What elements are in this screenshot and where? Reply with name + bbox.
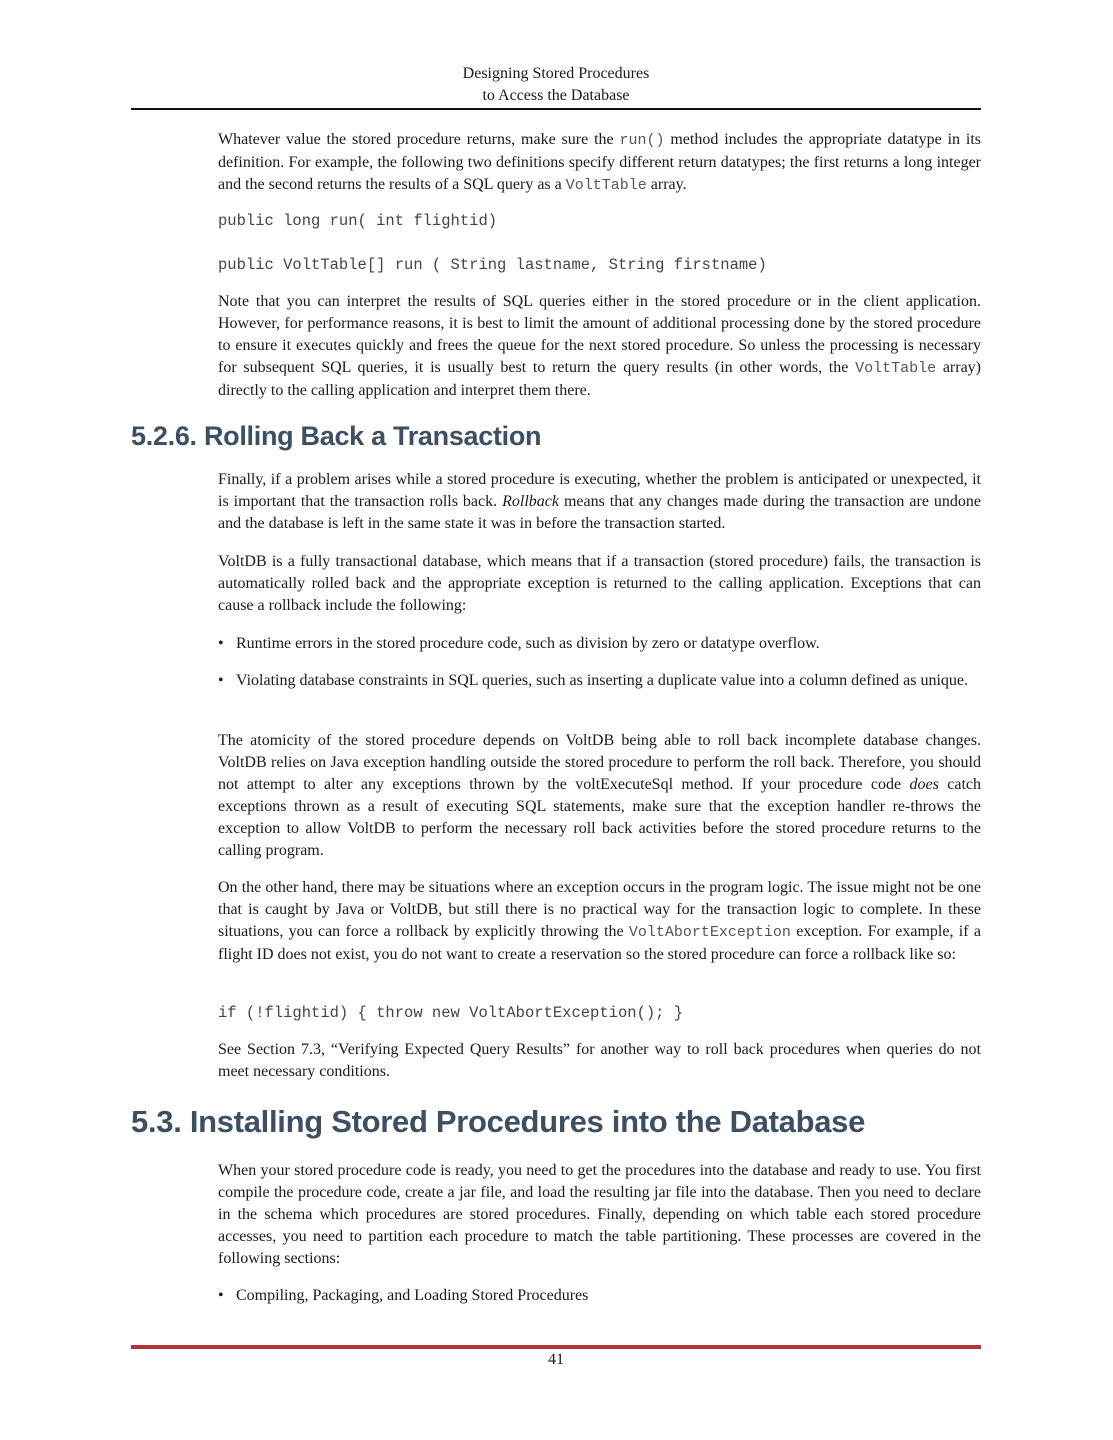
paragraph: See Section 7.3, “Verifying Expected Query Results” for another way to roll back procedures when queries do not meet necessary conditions. (218, 1041, 981, 1080)
paragraph: Whatever value the stored procedure returns, make sure the run() method includes the appropriate datatype in its definition. For example, the following two definitions specify different return datatypes; the first returns a long integer and the second returns the results of a SQL query as a VoltTable array. (218, 131, 982, 194)
code-line: if (!flightid) { throw new VoltAbortException(); } (218, 1004, 684, 1022)
paragraph: Note that you can interpret the results of SQL queries either in the stored procedure or in the client application. However, for performance reasons, it is best to limit the amount of additional processing done by the stored procedure to ensure it executes quickly and frees the queue for the next stored procedure. So unless the processing is necessary for subsequent SQL queries, it is usually best to return the query results (in other words, the VoltTable array) directly to the calling application and interpret them there. (218, 293, 981, 399)
page-number: 41 (548, 1351, 564, 1368)
list-item: • Runtime errors in the stored procedure code, such as division by zero or datatype overflow. (218, 635, 820, 652)
section-heading-5-3: 5.3. Installing Stored Procedures into the Database (131, 1104, 866, 1139)
paragraph: VoltDB is a fully transactional database, which means that if a transaction (stored procedure) fails, the transaction is automatically rolled back and the appropriate exception is returned to the calling application. Exceptions that can cause a rollback include the following: (218, 553, 981, 614)
code-line: public VoltTable[] run ( String lastname, String firstname) (218, 256, 767, 274)
paragraph: Finally, if a problem arises while a stored procedure is executing, whether the problem is anticipated or unexpected, it is important that the transaction rolls back. Rollback means that any changes made during the transaction are undone and the database is left in the same state it was in before the transaction started. (218, 471, 982, 532)
header-rule (131, 108, 981, 110)
list-item: • Compiling, Packaging, and Loading Stored Procedures (218, 1287, 589, 1304)
paragraph: When your stored procedure code is ready, you need to get the procedures into the database and ready to use. You first compile the procedure code, create a jar file, and load the resulting jar file into the database. Then you need to declare in the schema which procedures are stored procedures. Finally, depending on which table each stored procedure accesses, you need to partition each procedure to match the table partitioning. These processes are covered in the following sections: (218, 1162, 981, 1267)
section-link[interactable]: Section 7.3, “Verifying Expected Query Results” (247, 1041, 570, 1058)
paragraph: On the other hand, there may be situations where an exception occurs in the program logic. The issue might not be one that is caught by Java or VoltDB, but still there is no practical way for the transaction logic to complete. In these situations, you can force a rollback by explicitly throwing the VoltAbortException exception. For example, if a flight ID does not exist, you do not want to create a reservation so the stored procedure can force a rollback like so: (218, 879, 981, 963)
running-header-line2: to Access the Database (482, 87, 630, 104)
running-header-line1: Designing Stored Procedures (462, 65, 650, 82)
section-heading-5-2-6: 5.2.6. Rolling Back a Transaction (131, 421, 542, 451)
code-line: public long run( int flightid) (218, 212, 498, 230)
list-item: • Violating database constraints in SQL queries, such as inserting a duplicate value into a column defined as unique. (218, 672, 969, 689)
paragraph: The atomicity of the stored procedure depends on VoltDB being able to roll back incomplete database changes. VoltDB relies on Java exception handling outside the stored procedure to perform the roll back. Therefore, you should not attempt to alter any exceptions thrown by the voltExecuteSql method. If your procedure code does catch exceptions thrown as a result of executing SQL statements, make sure that the exception handler re-throws the exception to allow VoltDB to perform the necessary roll back activities before the stored procedure returns to the calling program. (218, 732, 982, 859)
